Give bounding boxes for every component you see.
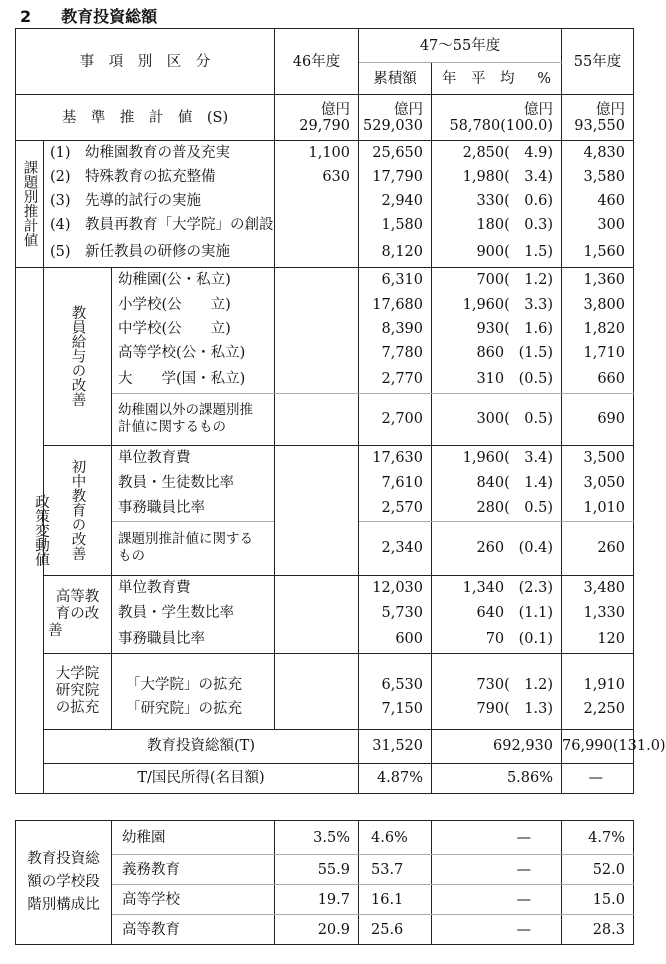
policy-label: 政策変動値 <box>16 267 44 793</box>
cell: 17,680 <box>359 293 432 317</box>
cell: 2,770 <box>359 365 432 393</box>
baseline-avg: 億円 58,780(100.0) <box>432 95 562 141</box>
cell <box>275 237 359 267</box>
composition-table <box>15 820 634 945</box>
cell: 2,940 <box>359 189 432 213</box>
cell: 790( 1.3) <box>432 697 562 729</box>
cell: 3.5% <box>275 821 359 855</box>
header-y46: 46年度 <box>275 29 359 95</box>
cell: 17,790 <box>359 165 432 189</box>
cell: 300 <box>562 213 634 237</box>
cell: 76,990(131.0) <box>562 729 634 763</box>
row-label: 幼稚園(公・私立) <box>112 267 275 293</box>
teacher-pay-extra-label: 幼稚園以外の課題別推 計値に関するもの <box>112 393 275 445</box>
group1-row: (4) 教員再教育「大学院」の創設 <box>44 213 275 237</box>
cell: 8,120 <box>359 237 432 267</box>
empty-cell <box>275 267 359 393</box>
row-label: 幼稚園 <box>112 821 275 855</box>
cell: 16.1 <box>359 885 432 915</box>
cell: 330( 0.6) <box>432 189 562 213</box>
cell: — <box>432 915 562 945</box>
cell: 2,700 <box>359 393 432 445</box>
row-label: 「大学院」の拡充 <box>112 653 275 697</box>
cell: 1,560 <box>562 237 634 267</box>
cell: 6,530 <box>359 653 432 697</box>
baseline-y55: 億円 93,550 <box>562 95 634 141</box>
empty-cell <box>275 653 359 729</box>
cell: — <box>432 855 562 885</box>
cell: 28.3 <box>562 915 634 945</box>
row-label: 教員・生徒数比率 <box>112 471 275 495</box>
cell: 15.0 <box>562 885 634 915</box>
cell: 120 <box>562 625 634 653</box>
cell: 53.7 <box>359 855 432 885</box>
row-label: 高等学校(公・私立) <box>112 341 275 365</box>
cell <box>275 189 359 213</box>
cell: 7,610 <box>359 471 432 495</box>
cell: 1,360 <box>562 267 634 293</box>
header-period: 47〜55年度 <box>359 29 562 63</box>
cell: 3,500 <box>562 445 634 471</box>
cell: 2,340 <box>359 521 432 575</box>
cell: 52.0 <box>562 855 634 885</box>
cell: 5.86% <box>432 763 562 793</box>
cell: 7,780 <box>359 341 432 365</box>
header-y55: 55年度 <box>562 29 634 95</box>
cell: 700( 1.2) <box>432 267 562 293</box>
cell: 55.9 <box>275 855 359 885</box>
baseline-label: 基 準 推 計 値 (S) <box>16 95 275 141</box>
teacher-pay-label: 教員給与の改善 <box>44 267 112 445</box>
row-label: 事務職員比率 <box>112 625 275 653</box>
cell: 930( 1.6) <box>432 317 562 341</box>
cell: 3,580 <box>562 165 634 189</box>
cell: 6,310 <box>359 267 432 293</box>
cell: — <box>432 821 562 855</box>
cell: 260 <box>562 521 634 575</box>
cell: 4,830 <box>562 141 634 166</box>
cell: 280( 0.5) <box>432 495 562 521</box>
cell: 3,480 <box>562 575 634 601</box>
cell: 20.9 <box>275 915 359 945</box>
cell: 660 <box>562 365 634 393</box>
cell: 4.6% <box>359 821 432 855</box>
total-label: 教育投資総額(T) <box>44 729 359 763</box>
baseline-cum: 億円 529,030 <box>359 95 432 141</box>
cell: 300( 0.5) <box>432 393 562 445</box>
cell: 7,150 <box>359 697 432 729</box>
cell: 1,820 <box>562 317 634 341</box>
empty-cell <box>275 393 359 445</box>
cell: 1,340 (2.3) <box>432 575 562 601</box>
cell: 3,800 <box>562 293 634 317</box>
cell: 1,330 <box>562 601 634 625</box>
header-annual-avg: 年 平 均 % <box>432 63 562 95</box>
cell: 730( 1.2) <box>432 653 562 697</box>
group1-row: (2) 特殊教育の拡充整備 <box>44 165 275 189</box>
cell: 19.7 <box>275 885 359 915</box>
cell: 600 <box>359 625 432 653</box>
cell: 4.87% <box>359 763 432 793</box>
cell: 2,570 <box>359 495 432 521</box>
graduate-label: 大学院 研究院 の拡充 <box>44 653 112 729</box>
composition-label: 教育投資総 額の学校段 階別構成比 <box>16 821 112 945</box>
group1-label: 課題別推計値 <box>16 141 44 268</box>
row-label: 単位教育費 <box>112 445 275 471</box>
group1-row: (1) 幼稚園教育の普及充実 <box>44 141 275 166</box>
investment-table <box>15 28 666 794</box>
cell: 900( 1.5) <box>432 237 562 267</box>
cell: 460 <box>562 189 634 213</box>
cell: 1,910 <box>562 653 634 697</box>
row-label: 義務教育 <box>112 855 275 885</box>
cell: 25,650 <box>359 141 432 166</box>
cell: 690 <box>562 393 634 445</box>
cell: 4.7% <box>562 821 634 855</box>
cell: 31,520 <box>359 729 432 763</box>
row-label: 大 学(国・私立) <box>112 365 275 393</box>
cell: 25.6 <box>359 915 432 945</box>
cell: 1,980( 3.4) <box>432 165 562 189</box>
row-label: 中学校(公 立) <box>112 317 275 341</box>
cell: 1,960( 3.4) <box>432 445 562 471</box>
row-label: 高等教育 <box>112 915 275 945</box>
cell: 310 (0.5) <box>432 365 562 393</box>
row-label: 事務職員比率 <box>112 495 275 521</box>
row-label: 「研究院」の拡充 <box>112 697 275 729</box>
cell: 2,250 <box>562 697 634 729</box>
row-label: 教員・学生数比率 <box>112 601 275 625</box>
row-label: 小学校(公 立) <box>112 293 275 317</box>
cell: 640 (1.1) <box>432 601 562 625</box>
cell: 630 <box>275 165 359 189</box>
row-label: 高等学校 <box>112 885 275 915</box>
cell: 17,630 <box>359 445 432 471</box>
cell: 1,010 <box>562 495 634 521</box>
primary-secondary-label: 初中教育の改善 <box>44 445 112 575</box>
cell: 840( 1.4) <box>432 471 562 495</box>
cell: 1,100 <box>275 141 359 166</box>
cell: — <box>562 763 634 793</box>
cell: 1,960( 3.3) <box>432 293 562 317</box>
cell: 692,930 <box>432 729 562 763</box>
row-label: 単位教育費 <box>112 575 275 601</box>
empty-cell <box>275 445 359 575</box>
section-title <box>20 4 157 27</box>
cell: 260 (0.4) <box>432 521 562 575</box>
section-number: 2 <box>20 7 32 26</box>
cell: 2,850( 4.9) <box>432 141 562 166</box>
ratio-label: T/国民所得(名目額) <box>44 763 359 793</box>
cell: 180( 0.3) <box>432 213 562 237</box>
cell: 1,580 <box>359 213 432 237</box>
cell: 12,030 <box>359 575 432 601</box>
cell: 5,730 <box>359 601 432 625</box>
cell: 1,710 <box>562 341 634 365</box>
group1-row: (3) 先導的試行の実施 <box>44 189 275 213</box>
cell: 3,050 <box>562 471 634 495</box>
baseline-y46: 億円 29,790 <box>275 95 359 141</box>
cell: 8,390 <box>359 317 432 341</box>
cell: — <box>432 885 562 915</box>
section-title-text: 教育投資総額 <box>61 7 158 26</box>
header-category: 事 項 別 区 分 <box>16 29 275 95</box>
empty-cell <box>275 575 359 653</box>
cell: 70 (0.1) <box>432 625 562 653</box>
cell: 860 (1.5) <box>432 341 562 365</box>
primary-secondary-extra-label: 課題別推計値に関する もの <box>112 521 275 575</box>
group1-row: (5) 新任教員の研修の実施 <box>44 237 275 267</box>
cell <box>275 213 359 237</box>
higher-ed-label: 高等教 育の改 善 <box>44 575 112 653</box>
header-cumulative: 累積額 <box>359 63 432 95</box>
